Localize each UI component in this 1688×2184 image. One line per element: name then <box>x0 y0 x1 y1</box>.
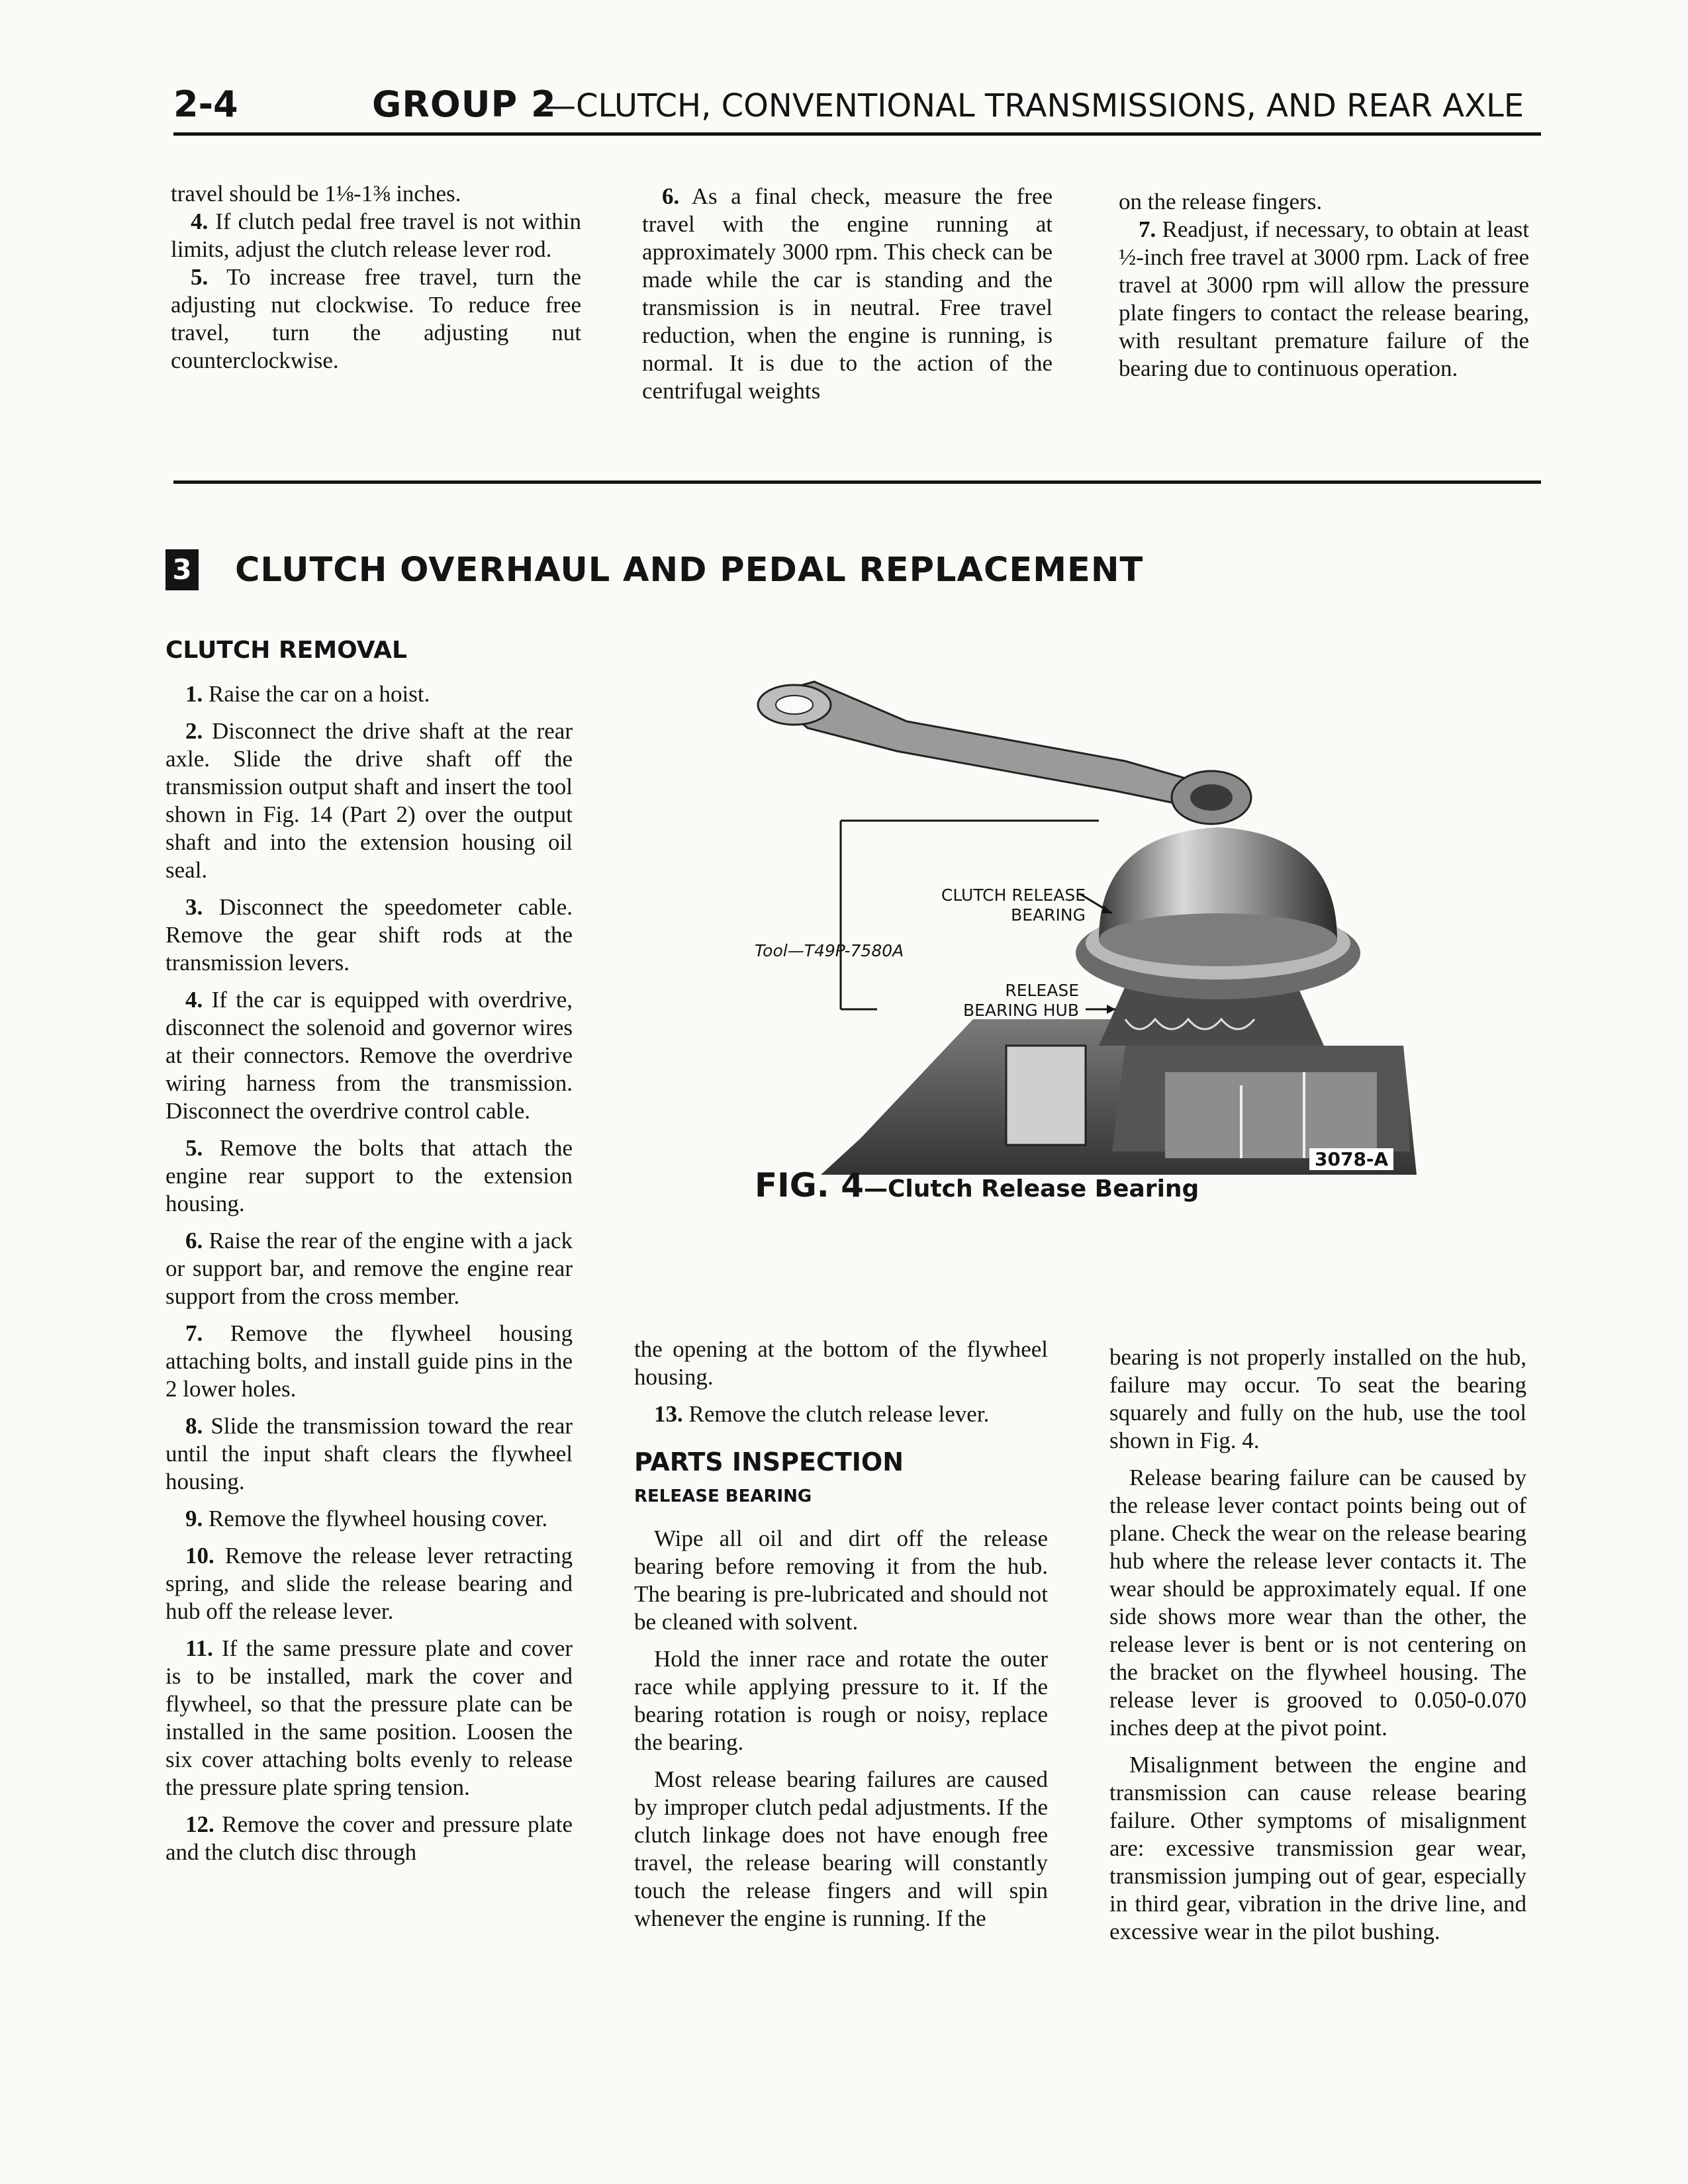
paragraph: 4. If clutch pedal free travel is not within limits, adjust the clutch release lever rod. <box>171 208 581 262</box>
figure-title: —Clutch Release Bearing <box>864 1175 1199 1203</box>
section-title: CLUTCH OVERHAUL AND PEDAL REPLACEMENT <box>235 551 1144 590</box>
section-rule <box>173 480 1541 484</box>
step: 5. Remove the bolts that attach the engine rear support to the extension housing. <box>165 1135 573 1216</box>
paragraph: on the release fingers. <box>1119 189 1323 214</box>
step: 2. Disconnect the drive shaft at the rear axle. Slide the drive shaft off the transmission output shaft and insert the tool shown in Fig. 14 (Part 2) over the output shaft and into the extension housing oil seal. <box>165 718 573 883</box>
paragraph: the opening at the bottom of the flywheel housing. <box>634 1336 1048 1390</box>
paragraph: Most release bearing failures are caused by improper clutch pedal adjustments. If the clutch linkage does not have enough free travel, the release bearing will constantly touch the release fingers and will spin whenever the engine is running. If the <box>634 1766 1048 1931</box>
label-clutch-release-bearing: CLUTCH RELEASE BEARING <box>941 886 1086 925</box>
step: 4. If the car is equipped with overdrive, disconnect the solenoid and governor wires at their connectors. Remove the overdrive wiring harness from the transmission. Disconnect the overdrive control cable. <box>165 987 573 1124</box>
paragraph: Wipe all oil and dirt off the release bearing before removing it from the hub. The bearing is pre-lubricated and should not be cleaned with solvent. <box>634 1525 1048 1635</box>
top-column-2 <box>642 183 1053 405</box>
step: 13. Remove the clutch release lever. <box>654 1401 990 1427</box>
step: 8. Slide the transmission toward the rear until the input shaft clears the flywheel housing. <box>165 1413 573 1494</box>
label-release-bearing-hub: RELEASE BEARING HUB <box>962 981 1079 1020</box>
page-number: 2-4 <box>173 83 238 125</box>
top-column-1 <box>171 180 581 375</box>
parts-inspection-heading: PARTS INSPECTION <box>634 1447 904 1477</box>
removal-heading: CLUTCH REMOVAL <box>165 637 407 664</box>
group-subtitle: —CLUTCH, CONVENTIONAL TRANSMISSIONS, AND REAR AXLE <box>544 87 1524 124</box>
step: 12. Remove the cover and pressure plate and the clutch disc through <box>165 1811 573 1865</box>
step: 1. Raise the car on a hoist. <box>185 681 430 707</box>
paragraph: 7. Readjust, if necessary, to obtain at least ½-inch free travel at 3000 rpm. Lack of free travel at 3000 rpm will allow the pressure plate fingers to contact the release bearing, with resultant premature failure of the bearing due to continuous operation. <box>1119 216 1529 381</box>
label-tool: Tool—T49P-7580A <box>755 941 904 960</box>
paragraph: Hold the inner race and rotate the outer race while applying pressure to it. If the bearing rotation is rough or noisy, replace the bearing. <box>634 1646 1048 1755</box>
top-column-3 <box>1119 188 1529 383</box>
middle-column <box>634 1336 1048 1942</box>
header-rule <box>173 132 1541 136</box>
step: 9. Remove the flywheel housing cover. <box>185 1506 548 1531</box>
bearing-photo-illustration <box>755 675 1417 1175</box>
section-number-badge: 3 <box>165 549 199 590</box>
release-bearing-subheading: RELEASE BEARING <box>634 1486 812 1506</box>
step: 7. Remove the flywheel housing attaching bolts, and install guide pins in the 2 lower holes. <box>165 1320 573 1402</box>
figure-caption <box>755 1166 1199 1205</box>
figure-id-tag: 3078-A <box>1309 1148 1393 1170</box>
step: 10. Remove the release lever retracting spring, and slide the release bearing and hub off the release lever. <box>165 1543 573 1624</box>
group-title: GROUP 2 <box>372 83 557 125</box>
paragraph: bearing is not properly installed on the hub, failure may occur. To seat the bearing squarely and fully on the hub, use the tool shown in Fig. 4. <box>1109 1344 1526 1453</box>
paragraph: Misalignment between the engine and transmission can cause release bearing failure. Other symptoms of misalignment are: excessive transmission gear wear, transmission jumping out of gear, especially in third gear, vibration in the drive line, and excessive wear in the pilot bushing. <box>1109 1752 1526 1944</box>
paragraph: travel should be 1⅛-1⅜ inches. <box>171 181 461 206</box>
paragraph: 6. As a final check, measure the free travel with the engine running at approximately 3000 rpm. This check can be made while the car is standing and the transmission is in neutral. Free travel reduction, when the engine is running, is normal. It is due to the action of the centrifugal weights <box>642 183 1053 404</box>
paragraph: 5. To increase free travel, turn the adjusting nut clockwise. To reduce free travel, turn the adjusting nut counterclockwise. <box>171 264 582 373</box>
step: 3. Disconnect the speedometer cable. Remove the gear shift rods at the transmission levers. <box>165 894 573 976</box>
removal-column <box>165 637 573 1876</box>
step: 11. If the same pressure plate and cover is to be installed, mark the cover and flywheel, so that the pressure plate can be installed in the same position. Loosen the six cover attaching bolts evenly to release the pressure plate spring tension. <box>165 1635 573 1800</box>
figure-number: FIG. 4 <box>755 1166 864 1205</box>
figure-clutch-release-bearing <box>755 675 1417 1175</box>
right-column <box>1109 1343 1526 1955</box>
paragraph: Release bearing failure can be caused by the release lever contact points being out of plane. Check the wear on the release bearing hub where the release lever contacts it. The wear should be approximately equal. If one side shows more wear than the other, the release lever is bent or is not centering on the bracket on the flywheel housing. The release lever is grooved to 0.050-0.070 inches deep at the pivot point. <box>1109 1465 1526 1741</box>
step: 6. Raise the rear of the engine with a jack or support bar, and remove the engine rear support from the cross member. <box>165 1228 573 1309</box>
